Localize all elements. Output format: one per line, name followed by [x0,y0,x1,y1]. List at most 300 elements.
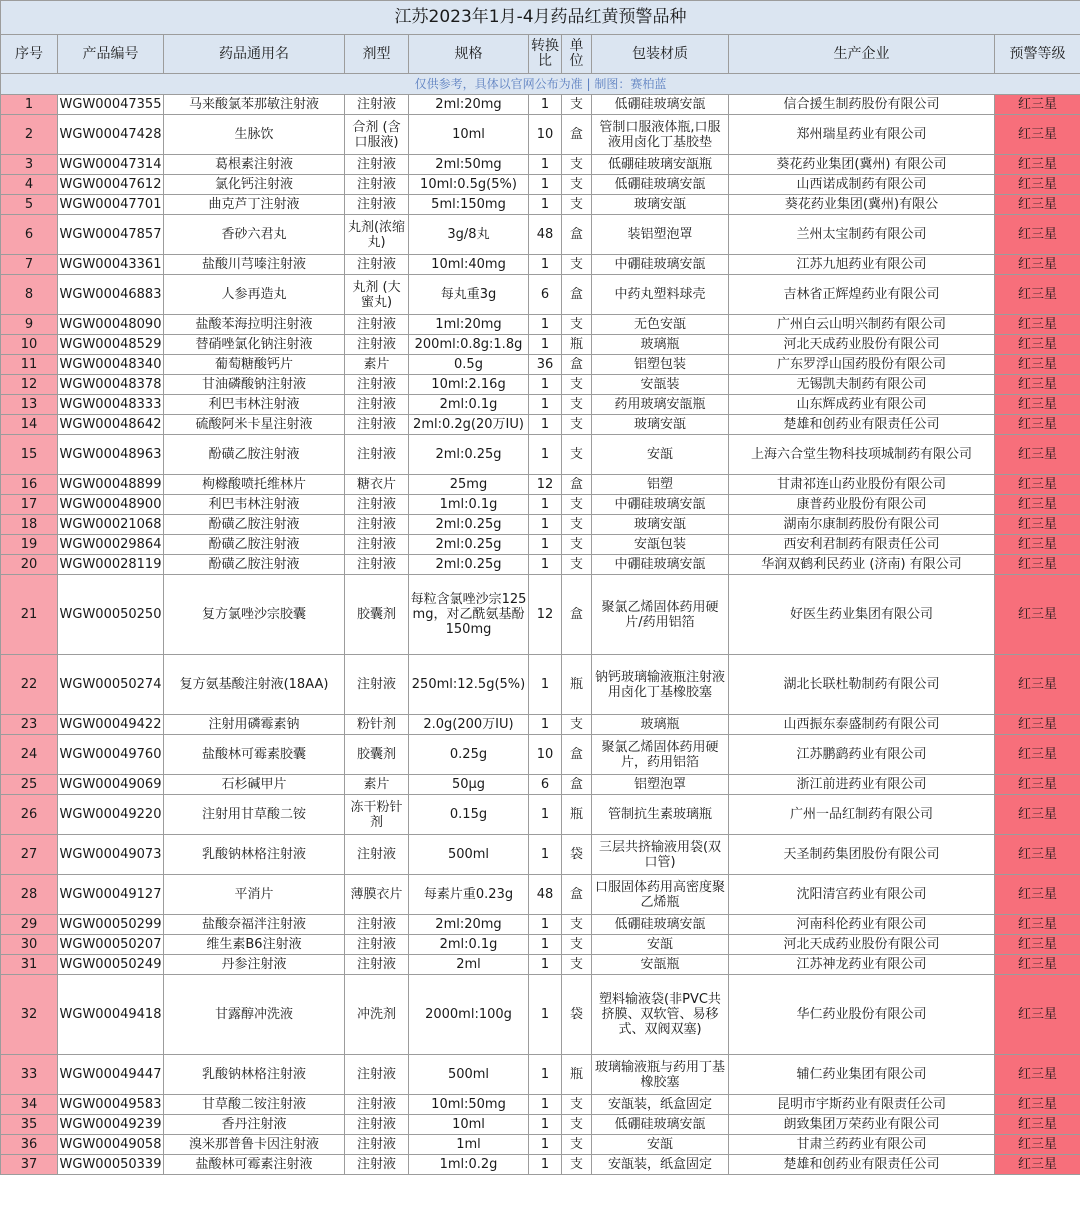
cell-ratio: 48 [529,215,562,255]
cell-warning: 红三星 [995,115,1080,155]
col-header-form: 剂型 [345,35,409,74]
table-row [1,115,1080,155]
cell-code: WGW00029864 [58,535,164,555]
cell-code: WGW00049069 [58,775,164,795]
cell-code: WGW00049239 [58,1115,164,1135]
cell-unit: 袋 [562,835,592,875]
table-row [1,275,1080,315]
cell-spec: 2ml:20mg [409,915,529,935]
cell-spec: 5ml:150mg [409,195,529,215]
cell-manufacturer: 葵花药业集团(冀州)有限公 [729,195,995,215]
table-row [1,1135,1080,1155]
cell-seq: 4 [1,175,58,195]
table-row [1,715,1080,735]
cell-manufacturer: 昆明市宇斯药业有限责任公司 [729,1095,995,1115]
cell-unit: 盒 [562,475,592,495]
cell-unit: 盒 [562,115,592,155]
cell-manufacturer: 楚雄和创药业有限责任公司 [729,1155,995,1175]
cell-ratio: 1 [529,555,562,575]
cell-seq: 32 [1,975,58,1055]
cell-form: 注射液 [345,935,409,955]
cell-ratio: 1 [529,835,562,875]
cell-spec: 10ml:40mg [409,255,529,275]
cell-code: WGW00048378 [58,375,164,395]
cell-name: 酚磺乙胺注射液 [164,555,345,575]
cell-code: WGW00047355 [58,95,164,115]
cell-code: WGW00049418 [58,975,164,1055]
cell-name: 复方氯唑沙宗胶囊 [164,575,345,655]
cell-manufacturer: 江苏九旭药业有限公司 [729,255,995,275]
cell-spec: 2ml:0.25g [409,435,529,475]
cell-unit: 支 [562,95,592,115]
cell-seq: 37 [1,1155,58,1175]
cell-form: 注射液 [345,515,409,535]
cell-code: WGW00048340 [58,355,164,375]
cell-warning: 红三星 [995,575,1080,655]
cell-form: 注射液 [345,1155,409,1175]
cell-seq: 2 [1,115,58,155]
cell-ratio: 1 [529,195,562,215]
cell-unit: 盒 [562,775,592,795]
cell-package: 铝塑包装 [592,355,729,375]
cell-code: WGW00048333 [58,395,164,415]
cell-form: 丸剂(浓缩丸) [345,215,409,255]
cell-code: WGW00049447 [58,1055,164,1095]
cell-unit: 支 [562,1155,592,1175]
cell-ratio: 36 [529,355,562,375]
cell-unit: 袋 [562,975,592,1055]
cell-ratio: 1 [529,535,562,555]
cell-name: 盐酸苯海拉明注射液 [164,315,345,335]
cell-package: 钠钙玻璃输液瓶注射液用卤化丁基橡胶塞 [592,655,729,715]
cell-name: 生脉饮 [164,115,345,155]
cell-spec: 每粒含氯唑沙宗125mg，对乙酰氨基酚150mg [409,575,529,655]
cell-package: 中药丸塑料球壳 [592,275,729,315]
cell-form: 丸剂 (大蜜丸) [345,275,409,315]
col-header-spec: 规格 [409,35,529,74]
table-row [1,835,1080,875]
cell-warning: 红三星 [995,1155,1080,1175]
cell-form: 粉针剂 [345,715,409,735]
cell-package: 管制抗生素玻璃瓶 [592,795,729,835]
cell-ratio: 1 [529,255,562,275]
cell-form: 冲洗剂 [345,975,409,1055]
cell-manufacturer: 西安利君制药有限责任公司 [729,535,995,555]
cell-ratio: 1 [529,1055,562,1095]
cell-spec: 25mg [409,475,529,495]
cell-ratio: 1 [529,1135,562,1155]
cell-ratio: 6 [529,775,562,795]
cell-ratio: 1 [529,155,562,175]
cell-warning: 红三星 [995,1135,1080,1155]
cell-warning: 红三星 [995,155,1080,175]
cell-manufacturer: 朗致集团万荣药业有限公司 [729,1115,995,1135]
col-header-package: 包装材质 [592,35,729,74]
cell-package: 中硼硅玻璃安瓿 [592,495,729,515]
cell-package: 玻璃瓶 [592,715,729,735]
cell-code: WGW00049220 [58,795,164,835]
cell-seq: 31 [1,955,58,975]
table-row [1,935,1080,955]
cell-form: 注射液 [345,1115,409,1135]
cell-unit: 支 [562,515,592,535]
cell-warning: 红三星 [995,795,1080,835]
cell-seq: 28 [1,875,58,915]
cell-warning: 红三星 [995,715,1080,735]
cell-form: 注射液 [345,255,409,275]
cell-package: 玻璃输液瓶与药用丁基橡胶塞 [592,1055,729,1095]
cell-code: WGW00048899 [58,475,164,495]
cell-code: WGW00049073 [58,835,164,875]
cell-manufacturer: 甘肃祁连山药业股份有限公司 [729,475,995,495]
cell-package: 中硼硅玻璃安瓿 [592,255,729,275]
table-row [1,915,1080,935]
cell-seq: 3 [1,155,58,175]
table-row [1,95,1080,115]
cell-ratio: 48 [529,875,562,915]
cell-name: 溴米那普鲁卡因注射液 [164,1135,345,1155]
cell-ratio: 10 [529,115,562,155]
cell-name: 盐酸奈福泮注射液 [164,915,345,935]
cell-unit: 支 [562,435,592,475]
cell-name: 葛根素注射液 [164,155,345,175]
cell-package: 玻璃瓶 [592,335,729,355]
cell-unit: 支 [562,495,592,515]
cell-name: 硫酸阿米卡星注射液 [164,415,345,435]
cell-seq: 6 [1,215,58,255]
cell-package: 三层共挤输液用袋(双口管) [592,835,729,875]
cell-code: WGW00049760 [58,735,164,775]
cell-warning: 红三星 [995,275,1080,315]
cell-manufacturer: 华仁药业股份有限公司 [729,975,995,1055]
cell-spec: 2000ml:100g [409,975,529,1055]
cell-spec: 2ml:0.2g(20万IU) [409,415,529,435]
table-row [1,735,1080,775]
cell-unit: 支 [562,915,592,935]
cell-unit: 瓶 [562,795,592,835]
cell-unit: 瓶 [562,335,592,355]
col-header-name: 药品通用名 [164,35,345,74]
cell-ratio: 12 [529,475,562,495]
cell-form: 胶囊剂 [345,575,409,655]
cell-form: 薄膜衣片 [345,875,409,915]
source-note: 仅供参考，具体以官网公布为准 | 制图：赛柏蓝 [1,74,1080,95]
cell-name: 盐酸林可霉素胶囊 [164,735,345,775]
cell-name: 盐酸林可霉素注射液 [164,1155,345,1175]
cell-seq: 17 [1,495,58,515]
cell-seq: 10 [1,335,58,355]
cell-form: 注射液 [345,435,409,475]
cell-warning: 红三星 [995,355,1080,375]
cell-manufacturer: 沈阳清宫药业有限公司 [729,875,995,915]
cell-ratio: 12 [529,575,562,655]
table-row [1,655,1080,715]
cell-spec: 10ml [409,1115,529,1135]
cell-unit: 支 [562,175,592,195]
cell-unit: 支 [562,155,592,175]
cell-name: 平消片 [164,875,345,915]
cell-name: 甘草酸二铵注射液 [164,1095,345,1115]
cell-package: 铝塑泡罩 [592,775,729,795]
cell-unit: 支 [562,395,592,415]
cell-ratio: 1 [529,95,562,115]
cell-seq: 29 [1,915,58,935]
cell-warning: 红三星 [995,975,1080,1055]
cell-package: 安瓿 [592,1135,729,1155]
cell-name: 人参再造丸 [164,275,345,315]
cell-seq: 21 [1,575,58,655]
cell-ratio: 1 [529,975,562,1055]
table-row [1,1155,1080,1175]
cell-name: 香丹注射液 [164,1115,345,1135]
cell-package: 聚氯乙烯固体药用硬 片/药用铝箔 [592,575,729,655]
cell-package: 铝塑 [592,475,729,495]
cell-warning: 红三星 [995,1095,1080,1115]
cell-package: 无色安瓿 [592,315,729,335]
cell-package: 玻璃安瓿 [592,515,729,535]
table-row [1,795,1080,835]
cell-code: WGW00047612 [58,175,164,195]
table-row [1,875,1080,915]
table-row [1,975,1080,1055]
cell-spec: 1ml [409,1135,529,1155]
cell-spec: 2ml:20mg [409,95,529,115]
cell-manufacturer: 河北天成药业股份有限公司 [729,935,995,955]
table-row [1,955,1080,975]
cell-code: WGW00021068 [58,515,164,535]
table-row [1,535,1080,555]
cell-warning: 红三星 [995,555,1080,575]
cell-spec: 3g/8丸 [409,215,529,255]
col-header-seq: 序号 [1,35,58,74]
cell-spec: 500ml [409,1055,529,1095]
cell-ratio: 6 [529,275,562,315]
cell-package: 管制口服液体瓶,口服液用卤化丁基胶垫 [592,115,729,155]
table-row [1,395,1080,415]
col-header-ratio: 转换比 [529,35,562,74]
cell-manufacturer: 康普药业股份有限公司 [729,495,995,515]
cell-name: 马来酸氯苯那敏注射液 [164,95,345,115]
cell-ratio: 1 [529,495,562,515]
cell-unit: 瓶 [562,1055,592,1095]
cell-manufacturer: 好医生药业集团有限公司 [729,575,995,655]
cell-warning: 红三星 [995,1115,1080,1135]
table-row [1,475,1080,495]
cell-warning: 红三星 [995,875,1080,915]
cell-code: WGW00048642 [58,415,164,435]
cell-warning: 红三星 [995,915,1080,935]
cell-manufacturer: 广东罗浮山国药股份有限公司 [729,355,995,375]
cell-warning: 红三星 [995,955,1080,975]
cell-ratio: 1 [529,375,562,395]
cell-manufacturer: 郑州瑞星药业有限公司 [729,115,995,155]
cell-unit: 支 [562,1095,592,1115]
cell-unit: 支 [562,315,592,335]
cell-warning: 红三星 [995,495,1080,515]
cell-form: 注射液 [345,315,409,335]
cell-form: 胶囊剂 [345,735,409,775]
cell-ratio: 10 [529,735,562,775]
cell-warning: 红三星 [995,535,1080,555]
cell-code: WGW00050250 [58,575,164,655]
cell-spec: 2ml:0.25g [409,555,529,575]
cell-form: 注射液 [345,195,409,215]
cell-warning: 红三星 [995,735,1080,775]
cell-package: 低硼硅玻璃安瓿 [592,915,729,935]
table-row [1,255,1080,275]
cell-form: 注射液 [345,915,409,935]
cell-unit: 支 [562,535,592,555]
cell-name: 维生素B6注射液 [164,935,345,955]
cell-form: 合剂 (含口服液) [345,115,409,155]
table-row [1,175,1080,195]
cell-name: 复方氨基酸注射液(18AA) [164,655,345,715]
table-row [1,1095,1080,1115]
cell-seq: 9 [1,315,58,335]
cell-ratio: 1 [529,955,562,975]
cell-warning: 红三星 [995,435,1080,475]
cell-form: 注射液 [345,1055,409,1095]
cell-manufacturer: 楚雄和创药业有限责任公司 [729,415,995,435]
cell-form: 注射液 [345,655,409,715]
cell-seq: 30 [1,935,58,955]
table-row [1,575,1080,655]
cell-name: 乳酸钠林格注射液 [164,835,345,875]
table-row [1,415,1080,435]
cell-code: WGW00048963 [58,435,164,475]
cell-package: 安瓿 [592,435,729,475]
cell-spec: 0.15g [409,795,529,835]
cell-unit: 支 [562,1115,592,1135]
cell-form: 注射液 [345,835,409,875]
cell-warning: 红三星 [995,215,1080,255]
col-header-unit: 单位 [562,35,592,74]
cell-warning: 红三星 [995,255,1080,275]
cell-code: WGW00048529 [58,335,164,355]
cell-manufacturer: 葵花药业集团(冀州) 有限公司 [729,155,995,175]
table-row [1,375,1080,395]
cell-unit: 支 [562,555,592,575]
cell-spec: 每丸重3g [409,275,529,315]
cell-ratio: 1 [529,915,562,935]
table-row [1,515,1080,535]
cell-package: 安瓿 [592,935,729,955]
cell-code: WGW00047701 [58,195,164,215]
table-row [1,315,1080,335]
cell-manufacturer: 河北天成药业股份有限公司 [729,335,995,355]
cell-warning: 红三星 [995,375,1080,395]
cell-ratio: 1 [529,935,562,955]
cell-name: 酚磺乙胺注射液 [164,515,345,535]
cell-warning: 红三星 [995,335,1080,355]
cell-warning: 红三星 [995,395,1080,415]
cell-package: 安瓿包装 [592,535,729,555]
cell-code: WGW00047314 [58,155,164,175]
cell-package: 玻璃安瓿 [592,415,729,435]
cell-warning: 红三星 [995,935,1080,955]
cell-unit: 盒 [562,215,592,255]
cell-code: WGW00050339 [58,1155,164,1175]
cell-code: WGW00050249 [58,955,164,975]
cell-unit: 盒 [562,355,592,375]
cell-seq: 12 [1,375,58,395]
cell-name: 乳酸钠林格注射液 [164,1055,345,1095]
cell-unit: 支 [562,195,592,215]
cell-spec: 10ml:2.16g [409,375,529,395]
cell-unit: 支 [562,415,592,435]
cell-ratio: 1 [529,715,562,735]
cell-unit: 支 [562,1135,592,1155]
cell-spec: 0.25g [409,735,529,775]
cell-ratio: 1 [529,1155,562,1175]
cell-package: 口服固体药用高密度聚乙烯瓶 [592,875,729,915]
cell-package: 低硼硅玻璃安瓿 [592,95,729,115]
cell-name: 曲克芦丁注射液 [164,195,345,215]
cell-ratio: 1 [529,655,562,715]
cell-manufacturer: 山西诺成制药有限公司 [729,175,995,195]
col-header-code: 产品编号 [58,35,164,74]
cell-manufacturer: 吉林省正辉煌药业有限公司 [729,275,995,315]
cell-package: 玻璃安瓿 [592,195,729,215]
header-row [1,35,1080,74]
cell-seq: 22 [1,655,58,715]
table-row [1,1115,1080,1135]
cell-manufacturer: 天圣制药集团股份有限公司 [729,835,995,875]
cell-ratio: 1 [529,1095,562,1115]
cell-form: 注射液 [345,335,409,355]
table-row [1,775,1080,795]
cell-ratio: 1 [529,795,562,835]
cell-code: WGW00049422 [58,715,164,735]
cell-seq: 23 [1,715,58,735]
cell-ratio: 1 [529,395,562,415]
cell-code: WGW00048900 [58,495,164,515]
cell-seq: 20 [1,555,58,575]
cell-unit: 支 [562,715,592,735]
cell-name: 氯化钙注射液 [164,175,345,195]
cell-code: WGW00047428 [58,115,164,155]
table-title: 江苏2023年1月-4月药品红黄预警品种 [1,1,1080,35]
cell-unit: 盒 [562,275,592,315]
cell-name: 利巴韦林注射液 [164,495,345,515]
cell-manufacturer: 江苏鹏鹞药业有限公司 [729,735,995,775]
cell-spec: 10ml:0.5g(5%) [409,175,529,195]
cell-ratio: 1 [529,1115,562,1135]
cell-name: 酚磺乙胺注射液 [164,435,345,475]
table-row [1,195,1080,215]
cell-spec: 10ml:50mg [409,1095,529,1115]
cell-manufacturer: 信合援生制药股份有限公司 [729,95,995,115]
cell-warning: 红三星 [995,1055,1080,1095]
cell-manufacturer: 浙江前进药业有限公司 [729,775,995,795]
table-row [1,215,1080,255]
cell-spec: 2ml:0.1g [409,935,529,955]
cell-name: 酚磺乙胺注射液 [164,535,345,555]
cell-manufacturer: 无锡凯夫制药有限公司 [729,375,995,395]
cell-form: 注射液 [345,495,409,515]
cell-package: 安瓿装，纸盒固定 [592,1095,729,1115]
cell-manufacturer: 湖北长联杜勒制药有限公司 [729,655,995,715]
cell-code: WGW00050207 [58,935,164,955]
cell-form: 注射液 [345,175,409,195]
cell-spec: 1ml:0.1g [409,495,529,515]
cell-warning: 红三星 [995,475,1080,495]
cell-unit: 支 [562,375,592,395]
cell-spec: 2ml:0.1g [409,395,529,415]
cell-name: 葡萄糖酸钙片 [164,355,345,375]
cell-spec: 2ml:0.25g [409,535,529,555]
cell-seq: 27 [1,835,58,875]
